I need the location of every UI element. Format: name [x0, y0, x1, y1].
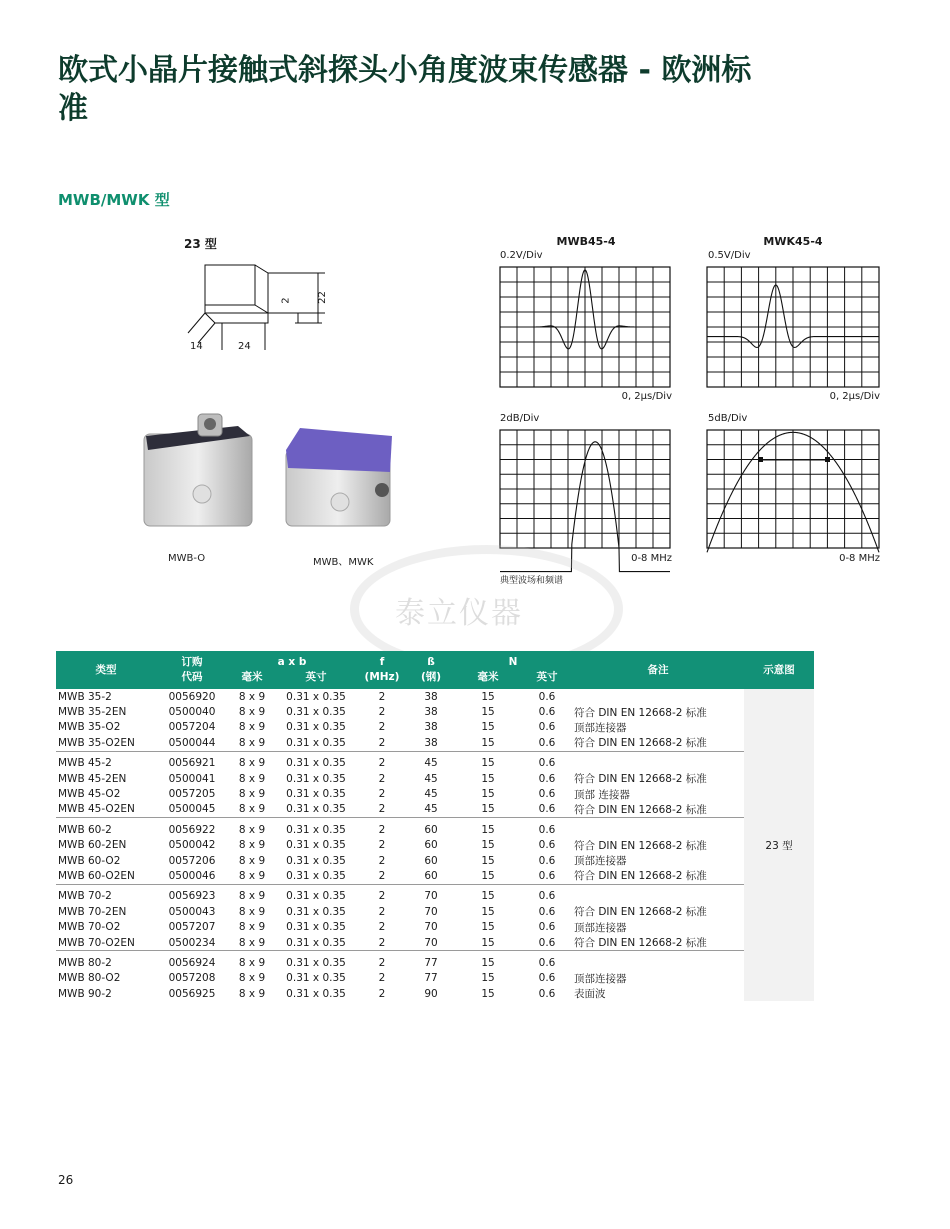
cell-n-inch: 0.6: [538, 706, 556, 719]
dim-14: 14: [190, 341, 203, 352]
cell-order-code: 0500234: [156, 935, 228, 951]
header-diagram: 示意图: [744, 651, 814, 689]
cell-note: 顶部 连接器: [574, 788, 630, 801]
mwb-scale-bottom: 2dB/Div: [500, 413, 540, 424]
table-row: [56, 935, 814, 951]
cell-n-inch: 0.6: [538, 890, 556, 903]
cell-type: MWB 45-2EN: [58, 772, 127, 785]
cell-frequency: 2: [378, 706, 386, 719]
dim-22: 22: [316, 291, 328, 304]
table-row: [56, 720, 814, 735]
cell-n-mm: 15: [481, 823, 495, 836]
cell-type: MWB 35-2: [58, 690, 112, 703]
cell-size-mm: 8 x 9: [238, 788, 266, 801]
cell-frequency: 2: [378, 921, 386, 934]
cell-frequency: 2: [378, 772, 386, 785]
cell-n-mm: 15: [481, 706, 495, 719]
cell-type: MWB 90-2: [58, 987, 112, 1000]
cell-order-code: 0500044: [156, 735, 228, 751]
cell-size-mm: 8 x 9: [238, 690, 266, 703]
cell-order-code: 0057208: [168, 972, 216, 985]
cell-size-mm: 8 x 9: [228, 802, 276, 818]
cell-order-code: 0500043: [168, 905, 216, 918]
grid-lines: [500, 430, 670, 548]
chart-caption: 典型波场和频谱: [500, 576, 564, 586]
cell-n-inch: 0.6: [538, 905, 556, 918]
cell-note: 符合 DIN EN 12668-2 标准: [574, 706, 707, 719]
cell-angle: 70: [424, 921, 438, 934]
cell-type: MWB 60-2EN: [58, 839, 127, 852]
cell-order-code: 0057204: [168, 721, 216, 734]
cell-frequency: 2: [378, 788, 386, 801]
cell-type: MWB 60-2: [58, 823, 112, 836]
cell-angle: 77: [424, 972, 438, 985]
cell-n-mm: 15: [454, 868, 522, 884]
mwk-bandwidth-marker-right: [825, 457, 830, 462]
mwb-foot-bottom: 0-8 MHz: [631, 553, 672, 564]
cell-n-mm: 15: [481, 772, 495, 785]
cell-size-inch: 0.31 x 0.35: [286, 921, 346, 934]
cell-angle: 38: [424, 721, 438, 734]
header-type: 类型: [56, 651, 156, 689]
cell-angle: 45: [424, 788, 438, 801]
cell-order-code: 0056924: [168, 956, 216, 969]
mwb-spectrum-plot: [500, 430, 670, 548]
mwk-foot-bottom: 0-8 MHz: [839, 553, 880, 564]
cell-type: MWB 45-O2EN: [56, 802, 156, 818]
mwk-waveform-plot: [707, 267, 879, 387]
cell-size-inch: 0.31 x 0.35: [286, 854, 346, 867]
cell-angle: 45: [424, 757, 438, 770]
cell-order-code: 0057205: [168, 788, 216, 801]
cell-type: MWB 70-2EN: [58, 905, 127, 918]
cell-n-mm: 15: [481, 987, 495, 1000]
cell-angle: 77: [424, 956, 438, 969]
cell-frequency: 2: [356, 868, 408, 884]
table-row: [56, 751, 814, 771]
section-subtitle: MWB/MWK 型: [58, 191, 170, 209]
cell-n-inch: 0.6: [538, 839, 556, 852]
cell-size-inch: 0.31 x 0.35: [276, 935, 356, 951]
cell-n-mm: 15: [481, 921, 495, 934]
table-row: [56, 818, 814, 838]
cell-frequency: 2: [378, 905, 386, 918]
cell-size-inch: 0.31 x 0.35: [286, 706, 346, 719]
cell-frequency: 2: [356, 802, 408, 818]
table-row: [56, 838, 814, 853]
cell-n-inch: 0.6: [538, 788, 556, 801]
cell-order-code: 0500045: [156, 802, 228, 818]
cell-size-inch: 0.31 x 0.35: [276, 868, 356, 884]
cell-note: [572, 884, 744, 904]
cell-frequency: 2: [378, 854, 386, 867]
cell-order-code: 0056921: [168, 757, 216, 770]
header-note: 备注: [572, 651, 744, 689]
cell-note: 符合 DIN EN 12668-2 标准: [572, 868, 744, 884]
header-axb: a x b 毫米 英寸: [228, 651, 356, 689]
cell-frequency: 2: [378, 972, 386, 985]
grid-lines: [707, 430, 879, 548]
cell-size-inch: 0.31 x 0.35: [286, 890, 346, 903]
cell-size-inch: 0.31 x 0.35: [286, 972, 346, 985]
cell-angle: 45: [408, 802, 454, 818]
cell-n-inch: 0.6: [522, 868, 572, 884]
cell-type: MWB 60-O2EN: [56, 868, 156, 884]
cell-n-inch: 0.6: [522, 802, 572, 818]
mwk-spectrum-plot: [707, 430, 879, 548]
cell-order-code: 0500046: [156, 868, 228, 884]
cell-size-mm: 8 x 9: [238, 839, 266, 852]
cell-angle: 38: [424, 706, 438, 719]
table-row: [56, 868, 814, 884]
cell-type: MWB 35-O2: [58, 721, 121, 734]
cell-note: [572, 689, 744, 704]
cell-size-mm: 8 x 9: [238, 721, 266, 734]
cell-size-inch: 0.31 x 0.35: [286, 690, 346, 703]
table-row: [56, 884, 814, 904]
cell-size-inch: 0.31 x 0.35: [286, 905, 346, 918]
cell-angle: 60: [408, 868, 454, 884]
cell-angle: 60: [424, 839, 438, 852]
cell-note: 表面波: [574, 988, 606, 1001]
cell-size-inch: 0.31 x 0.35: [286, 956, 346, 969]
cell-n-inch: 0.6: [538, 772, 556, 785]
dim-2: 2: [280, 297, 292, 304]
cell-angle: 70: [424, 905, 438, 918]
cell-size-mm: 8 x 9: [238, 921, 266, 934]
cell-angle: 38: [424, 690, 438, 703]
cell-frequency: 2: [378, 823, 386, 836]
cell-note: 顶部连接器: [574, 721, 627, 734]
cell-n-mm: 15: [454, 802, 522, 818]
cell-n-inch: 0.6: [538, 690, 556, 703]
cell-frequency: 2: [378, 987, 386, 1000]
cell-frequency: 2: [356, 935, 408, 951]
cell-size-inch: 0.31 x 0.35: [286, 839, 346, 852]
probe-photo-mwb-o: [138, 412, 258, 532]
cell-n-inch: 0.6: [538, 972, 556, 985]
cell-order-code: 0500040: [168, 706, 216, 719]
cell-size-mm: 8 x 9: [238, 972, 266, 985]
table-row: [56, 802, 814, 818]
page-number: 26: [58, 1173, 74, 1187]
table-row: [56, 853, 814, 868]
mwk-chart-title: MWK45-4: [763, 235, 823, 248]
table-header-row: [56, 651, 814, 689]
cell-size-mm: 8 x 9: [238, 890, 266, 903]
cell-angle: 38: [408, 735, 454, 751]
cell-size-mm: 8 x 9: [238, 854, 266, 867]
cell-order-code: 0500042: [168, 839, 216, 852]
cell-size-inch: 0.31 x 0.35: [286, 788, 346, 801]
header-beta: ß (钢): [408, 651, 454, 689]
table-row: [56, 704, 814, 719]
cell-n-mm: 15: [481, 690, 495, 703]
cell-note: 顶部连接器: [574, 972, 627, 985]
mwk-foot-top: 0, 2μs/Div: [829, 391, 880, 402]
table-row: [56, 771, 814, 786]
table-row: [56, 786, 814, 801]
cell-n-mm: 15: [481, 757, 495, 770]
cell-type: MWB 70-2: [58, 890, 112, 903]
cell-n-inch: 0.6: [522, 735, 572, 751]
cell-n-inch: 0.6: [538, 721, 556, 734]
table-row: [56, 735, 814, 751]
cell-type: MWB 80-2: [58, 956, 112, 969]
cell-angle: 60: [424, 854, 438, 867]
cell-n-mm: 15: [481, 956, 495, 969]
table-row: [56, 689, 814, 704]
cell-size-mm: 8 x 9: [238, 757, 266, 770]
photo-label-mwb-mwk: MWB、MWK: [313, 557, 374, 568]
photo-label-mwb-o: MWB-O: [168, 553, 206, 564]
table-row: [56, 904, 814, 919]
cell-type: MWB 70-O2: [58, 921, 121, 934]
table-row: [56, 971, 814, 986]
cell-frequency: 2: [378, 757, 386, 770]
cell-diagram: 23 型: [744, 689, 814, 1001]
cell-n-inch: 0.6: [522, 935, 572, 951]
cell-n-mm: 15: [481, 839, 495, 852]
mwk-bandwidth-marker-left: [758, 457, 763, 462]
cell-order-code: 0057206: [168, 854, 216, 867]
cell-size-inch: 0.31 x 0.35: [286, 987, 346, 1000]
cell-type: MWB 35-O2EN: [56, 735, 156, 751]
cell-n-mm: 15: [481, 890, 495, 903]
cell-size-inch: 0.31 x 0.35: [286, 721, 346, 734]
cell-note: 顶部连接器: [574, 921, 627, 934]
cell-size-mm: 8 x 9: [238, 905, 266, 918]
cell-n-inch: 0.6: [538, 854, 556, 867]
cell-type: MWB 70-O2EN: [56, 935, 156, 951]
cell-size-inch: 0.31 x 0.35: [286, 772, 346, 785]
cell-size-mm: 8 x 9: [238, 706, 266, 719]
cell-n-mm: 15: [454, 735, 522, 751]
cell-angle: 70: [408, 935, 454, 951]
cell-n-inch: 0.6: [538, 987, 556, 1000]
cell-size-inch: 0.31 x 0.35: [286, 757, 346, 770]
cell-angle: 90: [424, 987, 438, 1000]
cell-n-mm: 15: [481, 854, 495, 867]
header-n: N 毫米 英寸: [454, 651, 572, 689]
probe-photo-mwb-mwk: [282, 420, 397, 530]
cell-order-code: 0500041: [168, 772, 216, 785]
cell-order-code: 0056922: [168, 823, 216, 836]
cell-size-inch: 0.31 x 0.35: [276, 735, 356, 751]
cell-n-inch: 0.6: [538, 921, 556, 934]
cell-size-mm: 8 x 9: [238, 772, 266, 785]
cell-n-mm: 15: [481, 788, 495, 801]
cell-size-inch: 0.31 x 0.35: [286, 823, 346, 836]
cell-type: MWB 45-2: [58, 757, 112, 770]
cell-type: MWB 45-O2: [58, 788, 121, 801]
table-row: [56, 951, 814, 971]
mwk-scale-bottom: 5dB/Div: [708, 413, 748, 424]
drawing-label: 23 型: [184, 237, 217, 251]
cell-type: MWB 35-2EN: [58, 706, 127, 719]
mwb-chart-title: MWB45-4: [556, 235, 616, 248]
cell-n-inch: 0.6: [538, 956, 556, 969]
cell-note: 符合 DIN EN 12668-2 标准: [572, 802, 744, 818]
cell-n-mm: 15: [454, 935, 522, 951]
cell-frequency: 2: [378, 839, 386, 852]
mwb-foot-top: 0, 2μs/Div: [621, 391, 672, 402]
mwk-scale-top: 0.5V/Div: [708, 250, 751, 261]
cell-note: 符合 DIN EN 12668-2 标准: [572, 935, 744, 951]
cell-frequency: 2: [378, 956, 386, 969]
header-order-code: 订购 代码: [156, 651, 228, 689]
cell-size-mm: 8 x 9: [228, 935, 276, 951]
cell-n-mm: 15: [481, 972, 495, 985]
cell-angle: 45: [424, 772, 438, 785]
cell-order-code: 0056925: [168, 987, 216, 1000]
cell-note: [572, 818, 744, 838]
cell-frequency: 2: [356, 735, 408, 751]
cell-order-code: 0056923: [168, 890, 216, 903]
mwb-scale-top: 0.2V/Div: [500, 250, 543, 261]
cell-size-mm: 8 x 9: [238, 956, 266, 969]
table-row: [56, 986, 814, 1001]
cell-note: 顶部连接器: [574, 855, 627, 868]
cell-size-mm: 8 x 9: [228, 735, 276, 751]
table-row: [56, 919, 814, 934]
cell-type: MWB 60-O2: [58, 854, 121, 867]
cell-note: 符合 DIN EN 12668-2 标准: [574, 773, 707, 786]
cell-size-mm: 8 x 9: [228, 868, 276, 884]
cell-order-code: 0057207: [168, 921, 216, 934]
grid-lines: [707, 267, 879, 387]
cell-frequency: 2: [378, 721, 386, 734]
cell-order-code: 0056920: [168, 690, 216, 703]
cell-type: MWB 80-O2: [58, 972, 121, 985]
cell-note: 符合 DIN EN 12668-2 标准: [574, 906, 707, 919]
spec-table: [56, 651, 814, 1001]
cell-n-mm: 15: [481, 905, 495, 918]
page-title: 欧式小晶片接触式斜探头小角度波束传感器 - 欧洲标准: [58, 53, 752, 126]
dim-24: 24: [238, 341, 251, 352]
cell-n-mm: 15: [481, 721, 495, 734]
cell-frequency: 2: [378, 890, 386, 903]
cell-note: [572, 951, 744, 971]
cell-note: 符合 DIN EN 12668-2 标准: [574, 839, 707, 852]
cell-size-mm: 8 x 9: [238, 987, 266, 1000]
cell-size-inch: 0.31 x 0.35: [276, 802, 356, 818]
cell-angle: 60: [424, 823, 438, 836]
cell-note: [572, 751, 744, 771]
cell-size-mm: 8 x 9: [238, 823, 266, 836]
cell-frequency: 2: [378, 690, 386, 703]
cell-angle: 70: [424, 890, 438, 903]
cell-n-inch: 0.6: [538, 823, 556, 836]
cell-n-inch: 0.6: [538, 757, 556, 770]
watermark-text: 泰立仪器: [395, 596, 523, 631]
mwb-waveform-plot: [500, 267, 670, 387]
header-frequency: f (MHz): [356, 651, 408, 689]
cell-note: 符合 DIN EN 12668-2 标准: [572, 735, 744, 751]
